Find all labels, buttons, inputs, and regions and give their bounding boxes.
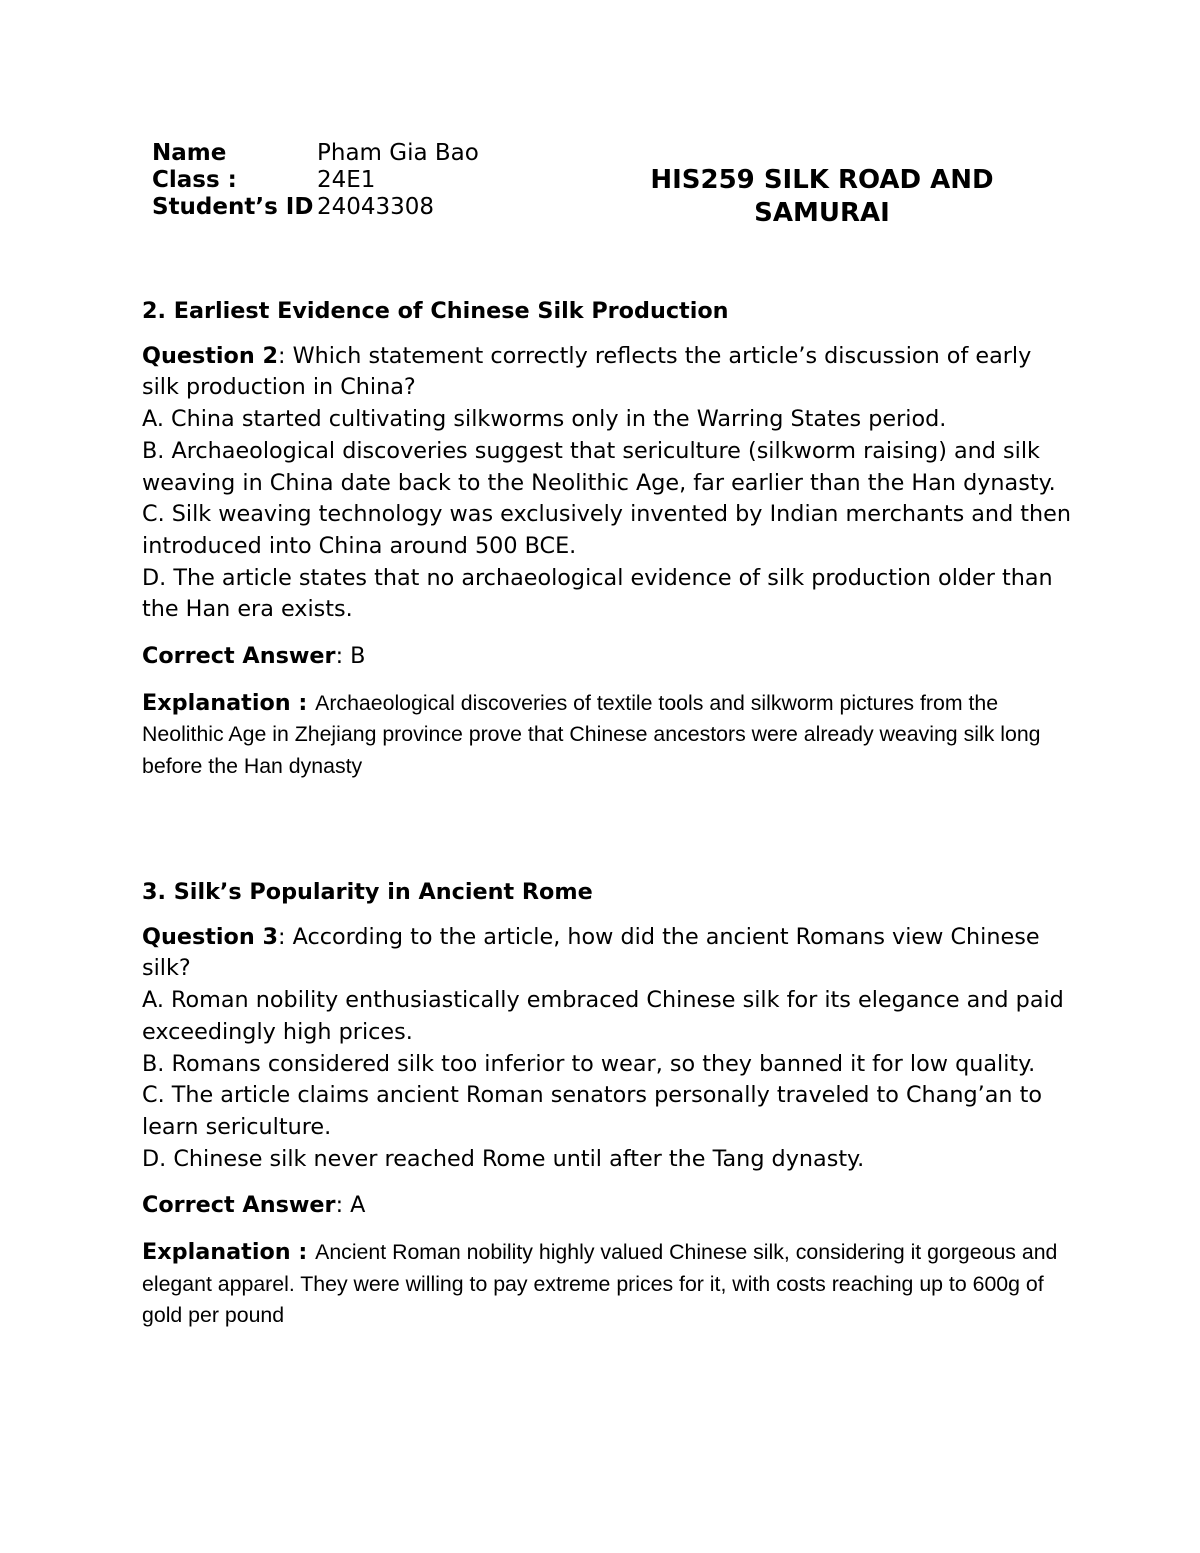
option-c: C. The article claims ancient Roman senators personally traveled to Chang’an to learn sericulture. bbox=[142, 1082, 1042, 1140]
student-id-value: 24043308 bbox=[317, 194, 435, 220]
class-label: Class : bbox=[152, 167, 237, 193]
answer-label: Correct Answer bbox=[142, 643, 336, 670]
option-d: D. The article states that no archaeological evidence of silk production older than the Han era exists. bbox=[142, 564, 1053, 623]
section-heading: 2. Earliest Evidence of Chinese Silk Production bbox=[142, 298, 729, 324]
section-2 bbox=[142, 296, 1072, 783]
correct-answer bbox=[142, 1190, 1072, 1222]
explanation-label: Explanation : bbox=[142, 1239, 316, 1266]
question-label: Question 2 bbox=[142, 342, 278, 369]
explanation-text: Ancient Roman nobility highly valued Chinese silk, considering it gorgeous and elegant apparel. They were willing to pay extreme prices for it, with costs reaching up to 600g of gold per pound bbox=[142, 1240, 1058, 1328]
answer-label: Correct Answer bbox=[142, 1192, 336, 1219]
option-c: C. Silk weaving technology was exclusively invented by Indian merchants and then introduced into China around 500 BCE. bbox=[142, 501, 1072, 559]
student-id-label: Student’s ID bbox=[152, 194, 314, 220]
answer-value: : B bbox=[335, 643, 366, 670]
correct-answer bbox=[142, 641, 1072, 673]
option-d: D. Chinese silk never reached Rome until after the Tang dynasty. bbox=[142, 1145, 865, 1172]
student-id-row bbox=[152, 194, 547, 221]
section-heading: 3. Silk’s Popularity in Ancient Rome bbox=[142, 879, 593, 905]
name-label: Name bbox=[152, 140, 227, 166]
question-label: Question 3 bbox=[142, 923, 278, 950]
explanation bbox=[142, 688, 1072, 783]
name-value: Pham Gia Bao bbox=[317, 140, 479, 166]
section-3 bbox=[142, 877, 1072, 1332]
question-block bbox=[142, 341, 1072, 626]
class-value: 24E1 bbox=[317, 167, 376, 193]
name-row bbox=[152, 140, 547, 167]
question-block bbox=[142, 922, 1072, 1176]
explanation bbox=[142, 1237, 1072, 1332]
class-row bbox=[152, 167, 547, 194]
question-text: : Which statement correctly reflects the article’s discussion of early silk production in China? bbox=[142, 342, 1032, 401]
document-header bbox=[152, 140, 1052, 260]
course-title: HIS259 SILK ROAD AND SAMURAI bbox=[650, 165, 994, 228]
explanation-label: Explanation : bbox=[142, 689, 316, 716]
student-info-table bbox=[152, 140, 547, 221]
option-b: B. Archaeological discoveries suggest that sericulture (silkworm raising) and silk weaving in China date back to the Neolithic Age, far earlier than the Han dynasty. bbox=[142, 437, 1056, 496]
explanation-text: Archaeological discoveries of textile tools and silkworm pictures from the Neolithic Age in Zhejiang province prove that Chinese ancestors were already weaving silk long before the Han dynasty bbox=[142, 690, 1041, 779]
question-text: : According to the article, how did the ancient Romans view Chinese silk? bbox=[142, 923, 1040, 982]
option-b: B. Romans considered silk too inferior to wear, so they banned it for low quality. bbox=[142, 1050, 1036, 1077]
option-a: A. Roman nobility enthusiastically embraced Chinese silk for its elegance and paid exceedingly high prices. bbox=[142, 987, 1064, 1045]
option-a: A. China started cultivating silkworms only in the Warring States period. bbox=[142, 406, 947, 433]
answer-value: : A bbox=[335, 1192, 366, 1219]
